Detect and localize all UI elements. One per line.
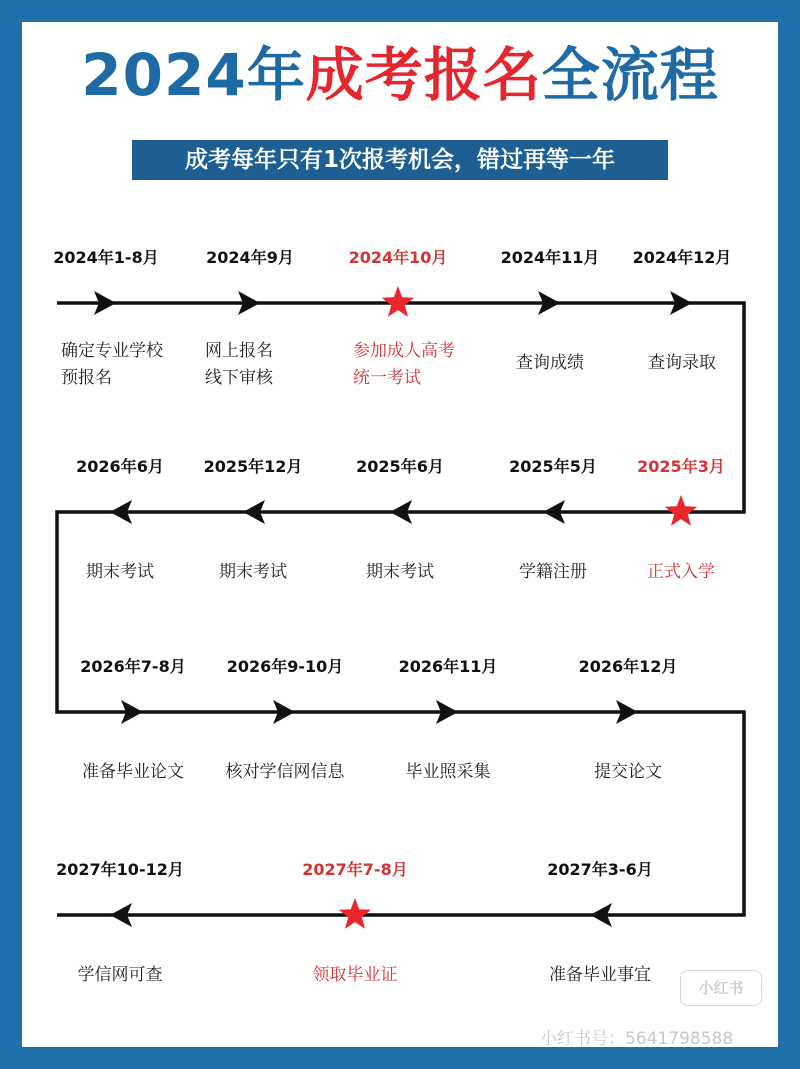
step-task-line: 学信网可查 (77, 965, 163, 985)
step-task (35, 962, 205, 989)
step-task-line: 领取毕业证 (312, 965, 398, 985)
step-date: 2026年7-8月 (80, 657, 186, 676)
step-task-line: 核对学信网信息 (225, 762, 345, 782)
timeline-connector (57, 303, 744, 915)
step-task-line: 毕业照采集 (405, 762, 491, 782)
step-task-line: 期末考试 (219, 562, 287, 582)
step-task (48, 759, 218, 786)
step-task-line: 确定专业学校 (61, 341, 163, 361)
step-task-line: 参加成人高考 (353, 341, 455, 361)
step-task (165, 338, 335, 392)
step-task-line: 正式入学 (647, 562, 715, 582)
title-year: 2024年 (81, 41, 306, 109)
step-date: 2026年11月 (398, 657, 498, 676)
step-task (315, 559, 485, 586)
watermark-logo: 小红书 (680, 970, 762, 1006)
milestone-star-icon (665, 495, 697, 526)
step-task (363, 759, 533, 786)
step-task-line: 统一考试 (353, 368, 421, 388)
subtitle-banner: 成考每年只有1次报考机会，错过再等一年 (132, 140, 668, 180)
step-task (270, 962, 440, 989)
step-task-line: 线下审核 (205, 368, 273, 388)
step-task-line: 提交论文 (594, 762, 662, 782)
step-date: 2026年6月 (76, 457, 164, 476)
step-date: 2025年12月 (203, 457, 303, 476)
step-date: 2024年12月 (632, 248, 732, 267)
step-task (313, 338, 483, 392)
step-date: 2027年3-6月 (547, 860, 653, 879)
step-date: 2024年11月 (500, 248, 600, 267)
milestone-star-icon (382, 286, 414, 317)
step-task (543, 759, 713, 786)
step-task (596, 559, 766, 586)
step-task (515, 962, 685, 989)
step-task-line: 准备毕业事宜 (549, 965, 651, 985)
step-date: 2027年7-8月 (302, 860, 408, 879)
step-date: 2025年6月 (356, 457, 444, 476)
step-task-line: 查询成绩 (516, 353, 584, 373)
step-date: 2025年5月 (509, 457, 597, 476)
step-date: 2024年1-8月 (53, 248, 159, 267)
step-date: 2027年10-12月 (56, 860, 184, 879)
step-task (200, 759, 370, 786)
step-task-line: 查询录取 (648, 353, 716, 373)
step-task-line: 学籍注册 (519, 562, 587, 582)
step-date: 2026年9-10月 (226, 657, 344, 676)
step-task (597, 350, 767, 377)
step-date: 2024年10月 (348, 248, 448, 267)
watermark-id: 小红书号：5641798588 (540, 1029, 734, 1049)
title-highlight: 成考报名 (305, 41, 542, 109)
step-task-line: 期末考试 (86, 562, 154, 582)
title-suffix: 全流程 (541, 41, 719, 109)
step-task-line: 准备毕业论文 (82, 762, 184, 782)
step-task-line: 网上报名 (205, 341, 273, 361)
step-date: 2026年12月 (578, 657, 678, 676)
step-task-line: 期末考试 (366, 562, 434, 582)
step-date: 2025年3月 (637, 457, 725, 476)
step-date: 2024年9月 (206, 248, 294, 267)
step-task-line: 预报名 (61, 368, 112, 388)
milestone-star-icon (339, 898, 371, 929)
step-task (168, 559, 338, 586)
